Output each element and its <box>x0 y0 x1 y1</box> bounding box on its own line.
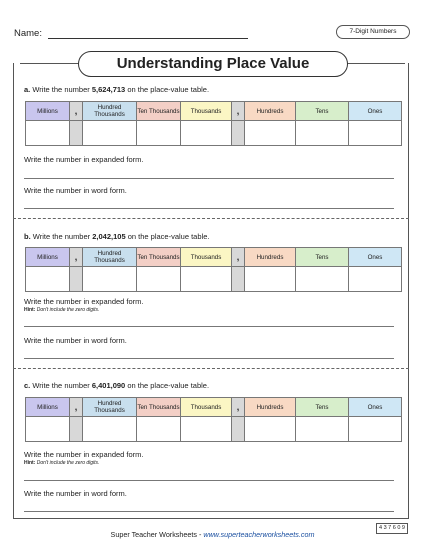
question-a <box>24 85 209 94</box>
place-value-table-c <box>25 397 402 442</box>
question-post: on the place-value table. <box>127 381 210 390</box>
header-comma: , <box>70 248 83 267</box>
footer-url[interactable]: www.superteacherworksheets.com <box>203 530 315 539</box>
hint-text: Don't include the zero digits. <box>36 307 100 313</box>
cell-comma <box>70 267 83 292</box>
question-letter: a. <box>24 85 31 94</box>
worksheet-code: 4 3 7 6 0 9 <box>376 523 408 534</box>
header-hundred-thousands: Hundred Thousands <box>83 248 137 267</box>
header-hundred-thousands: Hundred Thousands <box>83 398 137 417</box>
header-comma: , <box>232 248 245 267</box>
name-line[interactable] <box>48 38 248 39</box>
question-number: 2,042,105 <box>92 232 126 241</box>
header-comma: , <box>232 398 245 417</box>
word-answer-line[interactable] <box>24 511 394 512</box>
cell-millions[interactable] <box>26 417 70 442</box>
hint-label: Hint: <box>24 307 36 313</box>
header-millions: Millions <box>26 102 70 121</box>
name-label: Name: <box>14 28 42 39</box>
hint <box>24 460 99 466</box>
header-ten-thousands: Ten Thousands <box>137 248 181 267</box>
question-b <box>24 232 209 241</box>
expanded-answer-line[interactable] <box>24 326 394 327</box>
header-hundreds: Hundreds <box>245 248 296 267</box>
question-number: 6,401,090 <box>91 381 126 390</box>
cell-ones[interactable] <box>349 417 402 442</box>
cell-hundreds[interactable] <box>245 267 296 292</box>
section-divider <box>13 368 409 369</box>
header-ones: Ones <box>349 398 402 417</box>
cell-thousands[interactable] <box>181 267 232 292</box>
footer <box>0 530 425 539</box>
header-tens: Tens <box>296 398 349 417</box>
expanded-prompt: Write the number in expanded form. <box>24 155 144 164</box>
word-prompt: Write the number in word form. <box>24 186 127 195</box>
cell-millions[interactable] <box>26 121 70 146</box>
header-ten-thousands: Ten Thousands <box>137 102 181 121</box>
question-letter: c. <box>24 381 31 390</box>
question-post: on the place-value table. <box>127 85 210 94</box>
header-thousands: Thousands <box>181 102 232 121</box>
cell-hundred-thousands[interactable] <box>83 417 137 442</box>
cell-ones[interactable] <box>349 267 402 292</box>
page-title: Understanding Place Value <box>78 51 348 77</box>
cell-tens[interactable] <box>296 417 349 442</box>
cell-hundred-thousands[interactable] <box>83 121 137 146</box>
cell-ones[interactable] <box>349 121 402 146</box>
header-tens: Tens <box>296 102 349 121</box>
header-ones: Ones <box>349 248 402 267</box>
word-prompt: Write the number in word form. <box>24 489 127 498</box>
cell-comma <box>232 417 245 442</box>
expanded-prompt: Write the number in expanded form. <box>24 450 144 459</box>
header-ten-thousands: Ten Thousands <box>137 398 181 417</box>
cell-ten-thousands[interactable] <box>137 121 181 146</box>
header-hundred-thousands: Hundred Thousands <box>83 102 137 121</box>
header-ones: Ones <box>349 102 402 121</box>
cell-thousands[interactable] <box>181 121 232 146</box>
header-tens: Tens <box>296 248 349 267</box>
cell-hundreds[interactable] <box>245 121 296 146</box>
cell-millions[interactable] <box>26 267 70 292</box>
header-comma: , <box>70 398 83 417</box>
cell-comma <box>232 267 245 292</box>
word-answer-line[interactable] <box>24 358 394 359</box>
question-pre: Write the number <box>32 232 91 241</box>
cell-comma <box>70 417 83 442</box>
question-c <box>24 381 209 390</box>
word-prompt: Write the number in word form. <box>24 336 127 345</box>
section-divider <box>13 218 409 219</box>
expanded-answer-line[interactable] <box>24 178 394 179</box>
hint <box>24 307 99 313</box>
word-answer-line[interactable] <box>24 208 394 209</box>
hint-text: Don't include the zero digits. <box>36 460 100 466</box>
expanded-answer-line[interactable] <box>24 480 394 481</box>
header-comma: , <box>70 102 83 121</box>
cell-ten-thousands[interactable] <box>137 417 181 442</box>
cell-tens[interactable] <box>296 121 349 146</box>
cell-ten-thousands[interactable] <box>137 267 181 292</box>
place-value-table-a <box>25 101 402 146</box>
place-value-table-b <box>25 247 402 292</box>
expanded-prompt: Write the number in expanded form. <box>24 297 144 306</box>
cell-comma <box>232 121 245 146</box>
hint-label: Hint: <box>24 460 36 466</box>
header-thousands: Thousands <box>181 398 232 417</box>
header-thousands: Thousands <box>181 248 232 267</box>
header-millions: Millions <box>26 248 70 267</box>
cell-hundred-thousands[interactable] <box>83 267 137 292</box>
question-pre: Write the number <box>32 85 90 94</box>
question-post: on the place-value table. <box>127 232 210 241</box>
cell-hundreds[interactable] <box>245 417 296 442</box>
header-millions: Millions <box>26 398 70 417</box>
question-pre: Write the number <box>32 381 90 390</box>
cell-thousands[interactable] <box>181 417 232 442</box>
header-hundreds: Hundreds <box>245 398 296 417</box>
question-letter: b. <box>24 232 31 241</box>
cell-tens[interactable] <box>296 267 349 292</box>
cell-comma <box>70 121 83 146</box>
header-comma: , <box>232 102 245 121</box>
question-number: 5,624,713 <box>91 85 126 94</box>
header-hundreds: Hundreds <box>245 102 296 121</box>
footer-text: Super Teacher Worksheets - <box>110 530 204 539</box>
worksheet-tag: 7-Digit Numbers <box>336 25 410 39</box>
